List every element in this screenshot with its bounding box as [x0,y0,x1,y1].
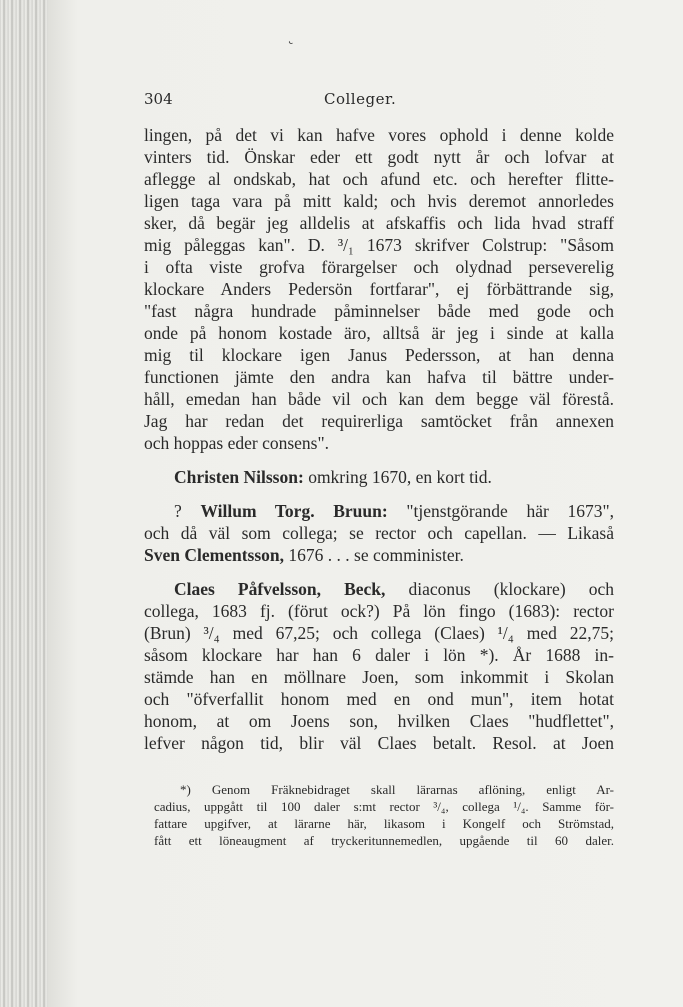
text-line: stämde han en möllnare Joen, som inkommit i Skolan [144,667,614,687]
footnote-line: fattare upgifver, at lärarne här, likasom i Kongelf och Strömstad, [154,816,614,831]
text-line: i ofta viste grofva förargelser och olydnad perseverelig [144,257,614,277]
text-line: lefver någon tid, blir väl Claes betalt. Resol. at Joen [144,733,614,753]
entry-sven-clementsson [144,544,614,566]
query-mark: ? [174,501,201,521]
text-line: mig påleggas kan". D. ³/₁ 1673 skrifver Colstrup: "Såsom [144,235,614,255]
text-line: såsom klockare har han 6 daler i lön *). År 1688 in- [144,645,614,665]
book-binding-edge [0,0,49,1007]
entry-text: diaconus (klockare) och [408,579,614,599]
running-title: Colleger. [324,90,397,108]
entry-text: omkring 1670, en kort tid. [308,467,492,487]
entry-text: "tjenstgörande här 1673", [406,501,614,521]
entry-willum-bruun [144,500,614,522]
text-line: mig til klockare igen Janus Pedersson, at han denna [144,345,614,365]
text-line: och "öfverfallit honom med en ond mun", item hotat [144,689,614,709]
text-line: och hoppas eder consens". [144,433,330,453]
text-line: aflegge al ondskab, hat och afund etc. och herefter flitte- [144,169,614,189]
text-line: honom, at om Joens son, hvilken Claes "hudflettet", [144,711,614,731]
text-line: onde på honom kostade äro, alltså är jeg i sinde at kalla [144,323,614,343]
body-text [144,124,614,754]
person-name: Willum Torg. Bruun: [200,501,388,521]
text-line: collega, 1683 fj. (förut ock?) På lön fingo (1683): rector [144,601,614,621]
footnote-line: *) Genom Fräknebidraget skall lärarnas aflöning, enligt Ar- [180,782,614,797]
text-line: sker, då begär jeg alldelis at afskaffis och lida hvad straff [144,213,614,233]
text-line: klockare Anders Pedersön fortfarar", ej förbättrande sig, [144,279,614,299]
person-name: Christen Nilsson: [174,467,304,487]
text-line: lingen, på det vi kan hafve vores ophold i denne kolde [144,125,614,145]
entry-christen-nilsson [144,466,614,488]
entry-claes-pafvelsson [144,578,614,600]
footnote [154,781,614,849]
text-line: "fast några hundrade påminnelser både med gode och [144,301,614,321]
text-line: Jag har redan det requirerliga samtöcket från annexen [144,411,614,431]
footnote-line: fått ett löneaugment af tryckeritunnemedlen, upgående til 60 daler. [154,833,614,848]
entry-text: 1676 . . . se comminister. [288,545,464,565]
text-line: vinters tid. Önskar eder ett godt nytt år och lofvar at [144,147,614,167]
text-line: functionen jämte den andra kan hafva til bättre under- [144,367,614,387]
text-line: (Brun) ³/₄ med 67,25; och collega (Claes) ¹/₄ med 22,75; [144,623,614,643]
text-line: och då väl som collega; se rector och capellan. — Likaså [144,523,614,543]
ink-mark: ˘ [280,39,295,57]
person-name: Sven Clementsson, [144,545,285,565]
page-number: 304 [144,90,173,108]
text-line: håll, emedan han både vil och kan dem begge väl förestå. [144,389,614,409]
page-header [144,90,434,110]
text-line: ligen taga vara på mitt kald; och hvis deremot annorledes [144,191,614,211]
person-name: Claes Påfvelsson, Beck, [174,579,386,599]
footnote-line: cadius, uppgått til 100 daler s:mt rector ³/₄, collega ¹/₄. Samme för- [154,799,614,814]
